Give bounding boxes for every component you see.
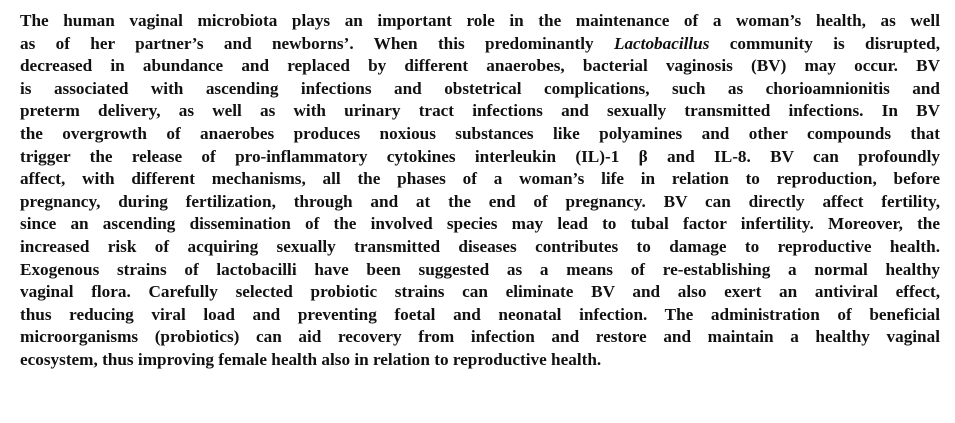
text-line: microorganisms (probiotics) can aid recovery from infection and restore and maintain a healthy vaginal: [20, 327, 940, 347]
text-run: as of her partner’s and newborns’. When this predominantly: [20, 33, 614, 53]
text-line: The human vaginal microbiota plays an important role in the maintenance of a woman’s health, as well: [20, 11, 940, 30]
text-line: ecosystem, thus improving female health also in relation to reproductive health.: [20, 349, 602, 369]
abstract-paragraph: [20, 10, 940, 372]
text-line: vaginal flora. Carefully selected probiotic strains can eliminate BV and also exert an antiviral effect,: [20, 282, 940, 302]
text-line: the overgrowth of anaerobes produces noxious substances like polyamines and other compounds that: [20, 123, 940, 143]
text-line: affect, with different mechanisms, all the phases of a woman’s life in relation to reproduction, before: [20, 169, 940, 189]
text-line: decreased in abundance and replaced by different anaerobes, bacterial vaginosis (BV) may occur. BV: [20, 56, 940, 76]
text-line: preterm delivery, as well as with urinary tract infections and sexually transmitted infections. In BV: [20, 101, 940, 121]
text-line: increased risk of acquiring sexually transmitted diseases contributes to damage to reproductive health.: [20, 236, 940, 256]
text-line: [20, 33, 940, 56]
text-line: thus reducing viral load and preventing foetal and neonatal infection. The administration of beneficial: [20, 304, 940, 324]
text-line: pregnancy, during fertilization, through and at the end of pregnancy. BV can directly affect fertility,: [20, 191, 940, 211]
genus-name-italic: Lactobacillus: [613, 33, 710, 53]
text-line: Exogenous strains of lactobacilli have been suggested as a means of re-establishing a normal healthy: [20, 259, 940, 279]
text-line: since an ascending dissemination of the involved species may lead to tubal factor infertility. Moreover, the: [20, 214, 940, 234]
text-run: community is disrupted,: [709, 33, 940, 53]
text-line: is associated with ascending infections and obstetrical complications, such as chorioamnionitis and: [20, 78, 940, 98]
text-line: trigger the release of pro-inflammatory cytokines interleukin (IL)-1 β and IL-8. BV can profoundly: [20, 146, 940, 166]
